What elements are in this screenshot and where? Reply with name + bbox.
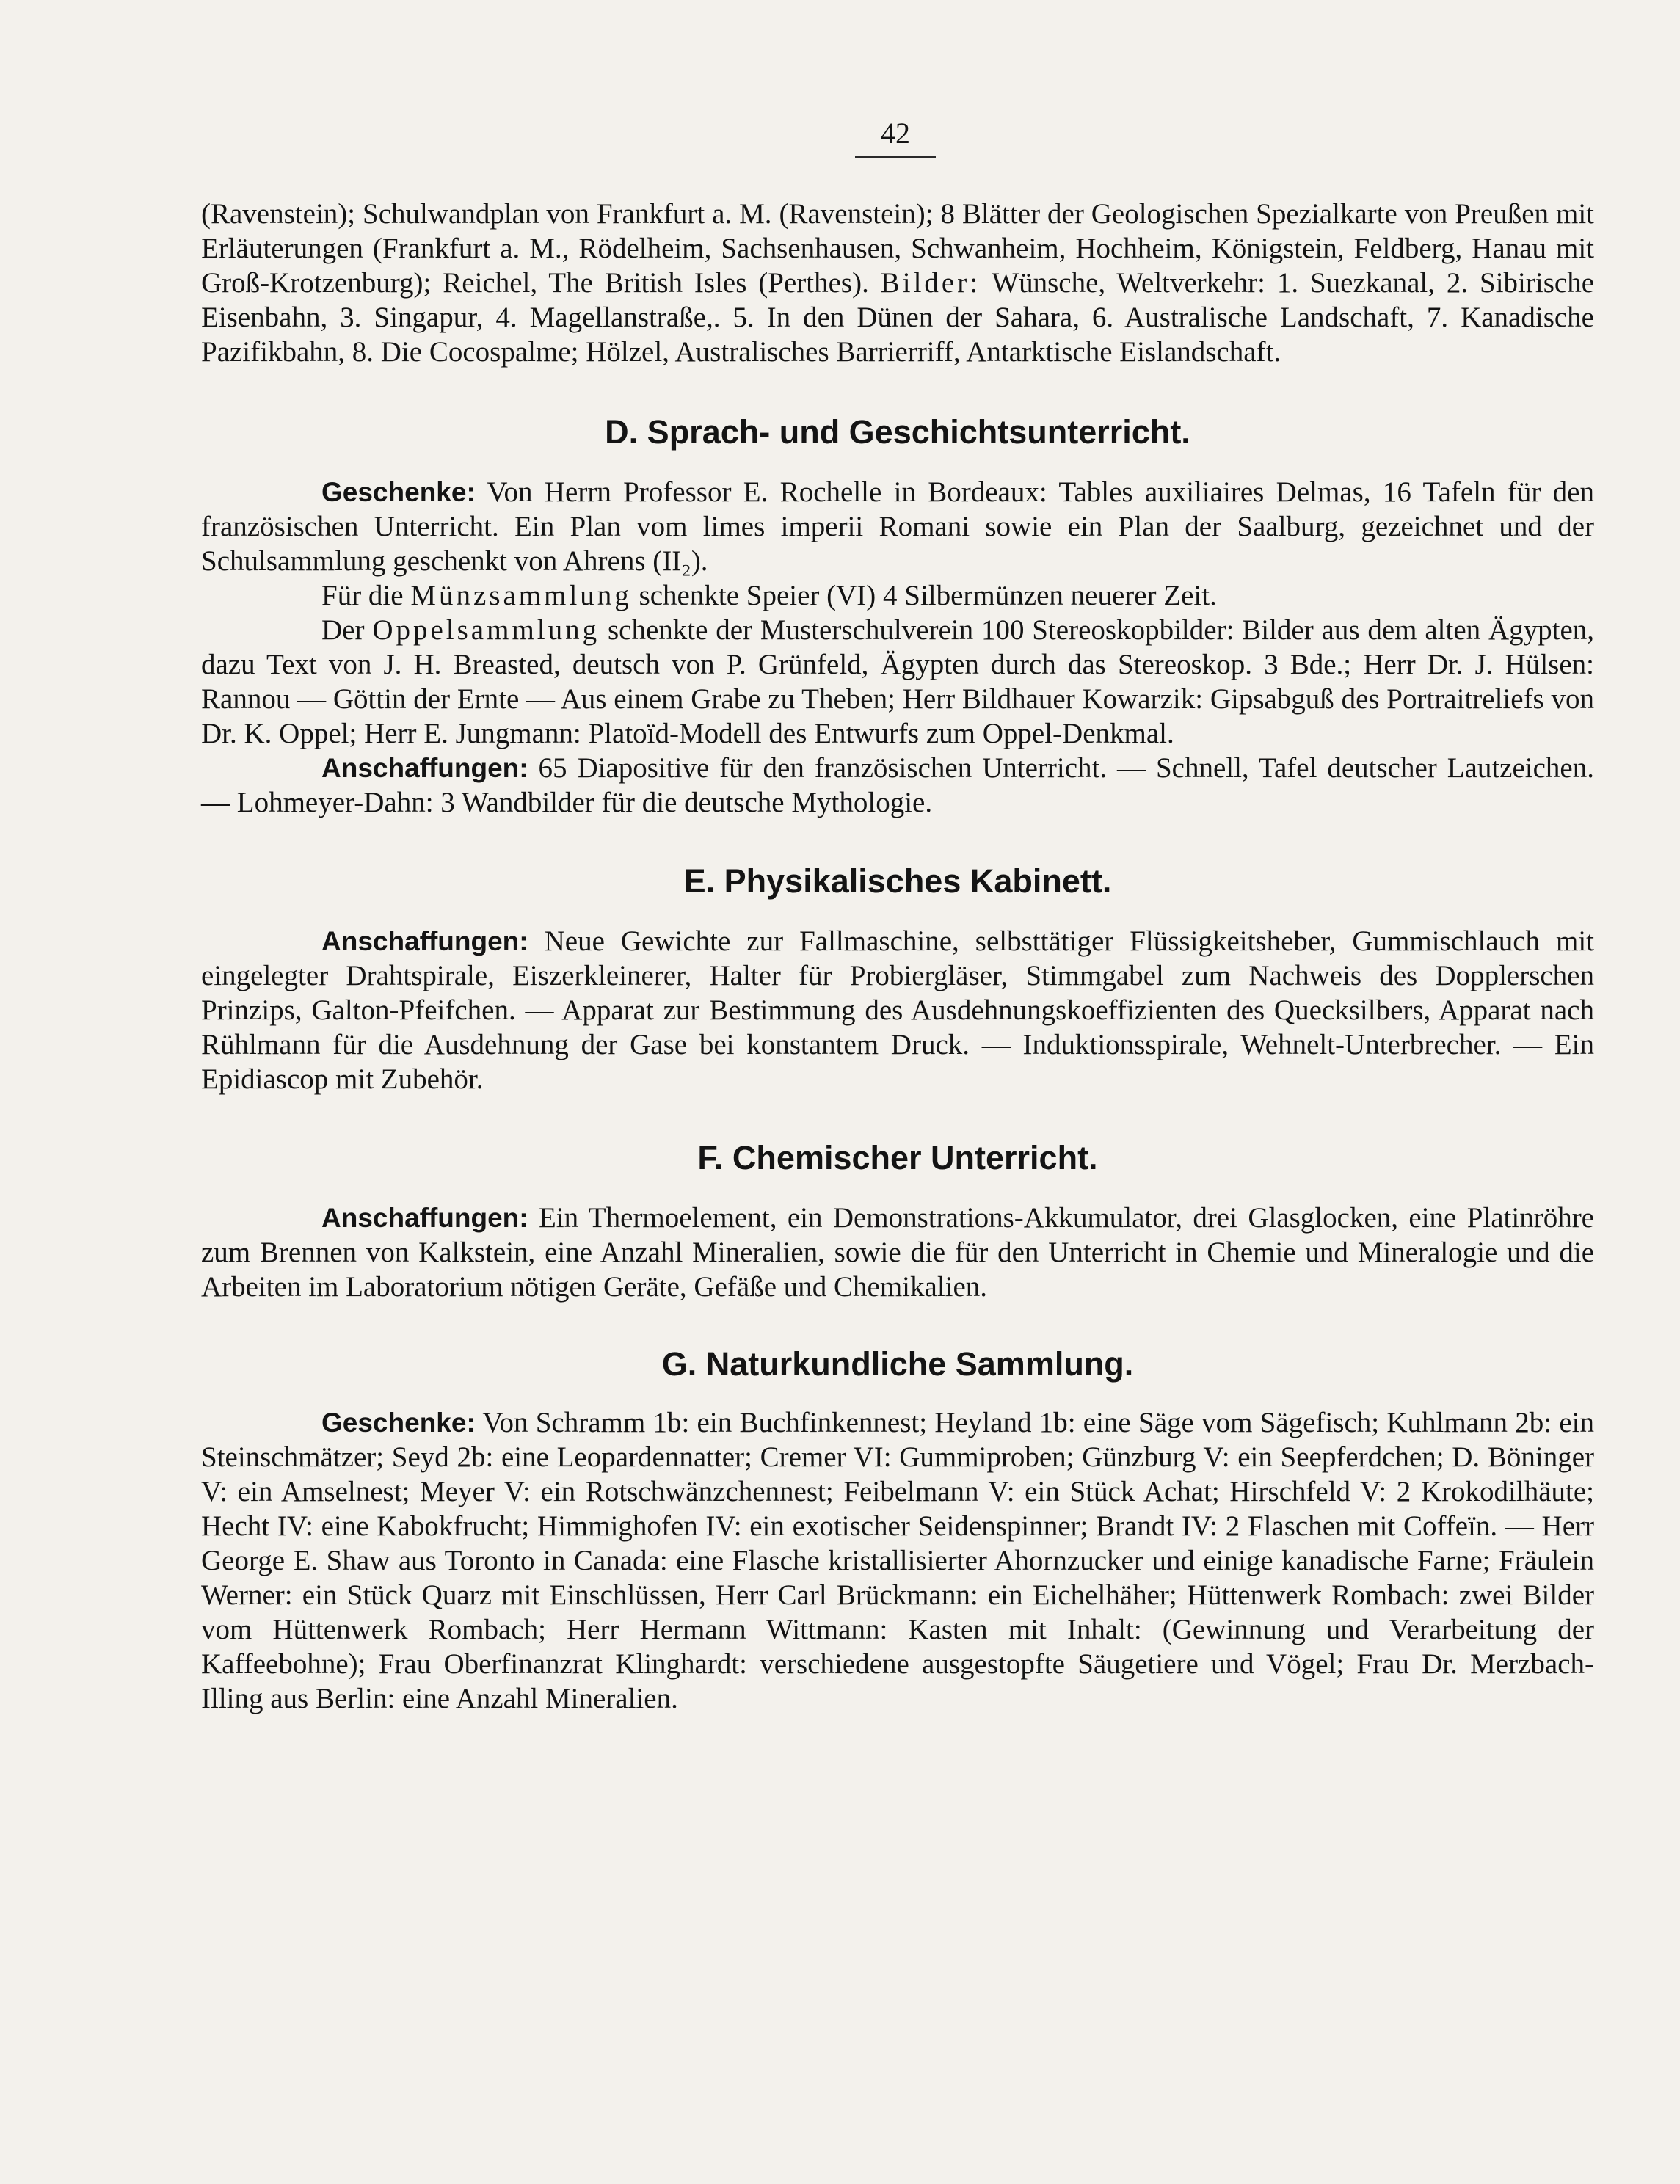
- muenz-pre: Für die: [321, 580, 404, 611]
- section-d-muenzsammlung: [201, 578, 1594, 613]
- geschenke-label: Geschenke:: [321, 1408, 476, 1438]
- muenzsammlung-label: Münzsammlung: [410, 580, 632, 611]
- anschaffungen-label: Anschaffungen:: [321, 926, 528, 956]
- page-content: [201, 197, 1594, 1716]
- bilder-label: Bilder:: [880, 267, 981, 299]
- oppel-post: schenkte der Musterschulverein 100 Stereoskopbilder: Bilder aus dem alten Ägypten, dazu Text von J. H. Breasted, deutsch von P. Grünfeld, Ägypten durch das Stereoskop. 3 Bde.; Herr Dr. J. Hülsen: Rannou — Göttin der Ernte — Aus einem Grabe zu Theben; Herr Bildhauer Kowarzik: Gipsabguß des Portraitreliefs von Dr. K. Oppel; Herr E. Jungmann: Platoïd-Modell des Entwurfs zum Oppel-Denkmal.: [201, 614, 1595, 749]
- section-d-oppelsammlung: [201, 613, 1594, 751]
- section-g-geschenke-text: Von Schramm 1b: ein Buchfinkennest; Heyland 1b: eine Säge vom Sägefisch; Kuhlmann 2b: ein Steinschmätzer; Seyd 2b: eine Leopardennatter; Cremer VI: Gummiproben; Günzburg V: ein Seepferdchen; D. Böninger V: ein Amselnest; Meyer V: ein Rotschwänzchennest; Feibelmann V: ein Stück Achat; Hirschfeld V: 2 Krokodilhäute; Hecht IV: eine Kabokfrucht; Himmighofen IV: ein exotischer Seidenspinner; Brandt IV: 2 Flaschen mit Coffeïn. — Herr George E. Shaw aus Toronto in Canada: eine Flasche kristallisierter Ahornzucker und einige kanadische Farne; Fräulein Werner: ein Stück Quarz mit Einschlüssen, Herr Carl Brückmann: ein Eichelhäher; Hüttenwerk Rombach: zwei Bilder vom Hüttenwerk Rombach; Herr Hermann Wittmann: Kasten mit Inhalt: (Gewinnung und Verarbeitung der Kaffeebohne); Frau Oberfinanzrat Klinghardt: verschiedene ausgestopfte Säugetiere und Vögel; Frau Dr. Merzbach-Illing aus Berlin: eine Anzahl Mineralien.: [201, 1407, 1595, 1714]
- section-e-anschaffungen: [201, 924, 1594, 1096]
- section-d-anschaffungen: [201, 751, 1594, 820]
- anschaffungen-label: Anschaffungen:: [321, 1203, 528, 1233]
- anschaffungen-label: Anschaffungen:: [321, 753, 528, 783]
- page-number-rule: [855, 156, 936, 158]
- oppel-pre: Der: [321, 614, 365, 646]
- section-f-anschaffungen-text: Ein Thermoelement, ein Demonstrations-Akkumulator, drei Glasglocken, eine Platinröhre zum Brennen von Kalkstein, eine Anzahl Mineralien, sowie die für den Unterricht in Chemie und Mineralogie und die Arbeiten im Laboratorium nötigen Geräte, Gefäße und Chemikalien.: [201, 1202, 1594, 1303]
- section-d-geschenke: [201, 475, 1594, 578]
- muenz-post: schenkte Speier (VI) 4 Silbermünzen neuerer Zeit.: [639, 580, 1217, 611]
- section-e-anschaffungen-text: Neue Gewichte zur Fallmaschine, selbsttätiger Flüssigkeitsheber, Gummischlauch mit eingelegter Drahtspirale, Eiszerkleinerer, Halter für Probiergläser, Stimmgabel zum Nachweis des Dopplerschen Prinzips, Galton-Pfeifchen. — Apparat zur Bestimmung des Ausdehnungskoeffizienten des Quecksilbers, Apparat nach Rühlmann für die Ausdehnung der Gase bei konstantem Druck. — Induktionsspirale, Wehnelt-Unterbrecher. — Ein Epidiascop mit Zubehör.: [201, 925, 1595, 1095]
- section-e-title: E. Physikalisches Kabinett.: [683, 862, 1112, 900]
- section-d-title: D. Sprach- und Geschichtsunterricht.: [605, 413, 1190, 451]
- oppelsammlung-label: Oppelsammlung: [372, 614, 600, 646]
- page-number: 42: [881, 117, 910, 150]
- intro-text-a: (Ravenstein); Schulwandplan von Frankfurt a. M. (Ravenstein); 8 Blätter der Geologischen Spezialkarte von Preußen mit Erläuterungen (Frankfurt a. M., Rödelheim, Sachsenhausen, Schwanheim, Hochheim, Königstein, Feldberg, Hanau mit Groß-Krotzenburg); Reichel, The British Isles (Perthes).: [201, 198, 1594, 299]
- section-f-anschaffungen: [201, 1201, 1594, 1304]
- intro-text-b: Wünsche, Weltverkehr: 1. Suezkanal, 2. Sibirische Eisenbahn, 3. Singapur, 4. Magellanstraße,. 5. In den Dünen der Sahara, 6. Australische Landschaft, 7. Kanadische Pazifikbahn, 8. Die Cocospalme; Hölzel, Australisches Barrierriff, Antarktische Eislandschaft.: [201, 267, 1595, 368]
- section-f-title: F. Chemischer Unterricht.: [697, 1139, 1098, 1176]
- section-g-title: G. Naturkundliche Sammlung.: [661, 1345, 1134, 1383]
- geschenke-label: Geschenke:: [321, 477, 476, 507]
- section-d-geschenke-text: Von Herrn Professor E. Rochelle in Bordeaux: Tables auxiliaires Delmas, 16 Tafeln für den französischen Unterricht. Ein Plan vom limes imperii Romani sowie ein Plan der Saalburg, gezeichnet und der Schulsammlung geschenkt von Ahrens (II₂).: [201, 476, 1594, 577]
- section-d-anschaffungen-text: 65 Diapositive für den französischen Unterricht. — Schnell, Tafel deutscher Lautzeichen. — Lohmeyer-Dahn: 3 Wandbilder für die deutsche Mythologie.: [201, 752, 1594, 818]
- section-g-geschenke: [201, 1405, 1594, 1716]
- intro-paragraph: [201, 197, 1594, 369]
